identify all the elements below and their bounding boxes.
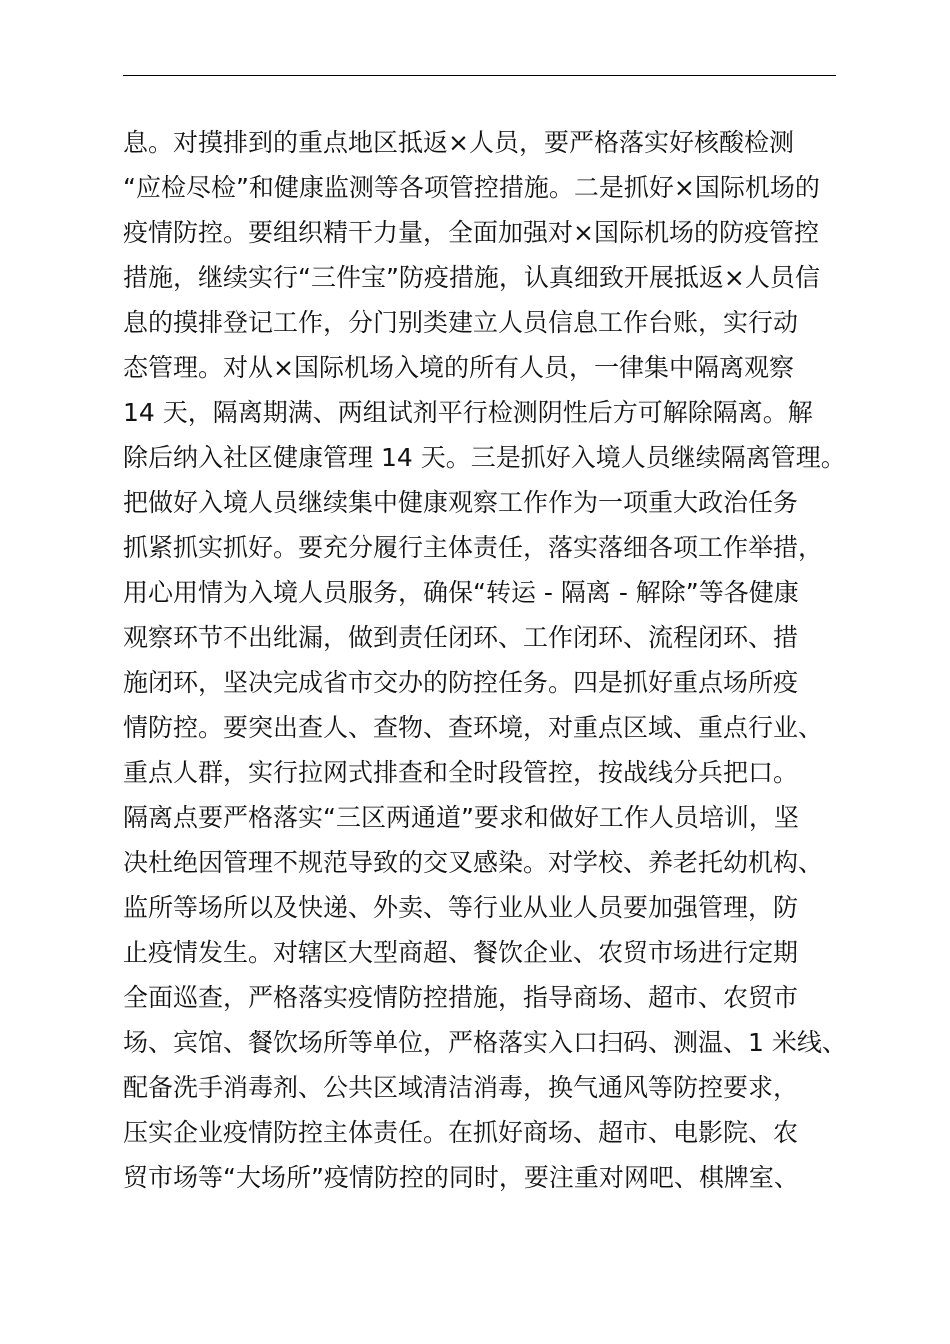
text-line: 抓紧抓实抓好。要充分履行主体责任，落实落细各项工作举措， xyxy=(123,533,824,562)
text-line: “应检尽检”和健康监测等各项管控措施。二是抓好×国际机场的 xyxy=(123,173,820,202)
body-text xyxy=(123,120,847,1200)
text-line: 压实企业疫情防控主体责任。在抓好商场、超市、电影院、农 xyxy=(123,1118,799,1147)
text-line: 全面巡查，严格落实疫情防控措施，指导商场、超市、农贸市 xyxy=(123,983,799,1012)
header-rule xyxy=(123,75,836,76)
text-line: 施闭环，坚决完成省市交办的防控任务。四是抓好重点场所疫 xyxy=(123,668,799,697)
text-line: 用心用情为入境人员服务，确保“转运 - 隔离 - 解除”等各健康 xyxy=(123,578,799,607)
text-line: 场、宾馆、餐饮场所等单位，严格落实入口扫码、测温、1 米线、 xyxy=(123,1028,847,1057)
text-line: 14 天，隔离期满、两组试剂平行检测阴性后方可解除隔离。解 xyxy=(123,398,813,427)
text-line: 重点人群，实行拉网式排查和全时段管控，按战线分兵把口。 xyxy=(123,758,799,787)
text-line: 配备洗手消毒剂、公共区域清洁消毒，换气通风等防控要求， xyxy=(123,1073,799,1102)
text-line: 止疫情发生。对辖区大型商超、餐饮企业、农贸市场进行定期 xyxy=(123,938,799,967)
text-line: 把做好入境人员继续集中健康观察工作作为一项重大政治任务 xyxy=(123,488,799,517)
text-line: 贸市场等“大场所”疫情防控的同时，要注重对网吧、棋牌室、 xyxy=(123,1163,799,1192)
text-line: 情防控。要突出查人、查物、查环境，对重点区域、重点行业、 xyxy=(123,713,824,742)
text-line: 疫情防控。要组织精干力量，全面加强对×国际机场的防疫管控 xyxy=(123,218,819,247)
text-line: 监所等场所以及快递、外卖、等行业从业人员要加强管理，防 xyxy=(123,893,799,922)
text-line: 隔离点要严格落实“三区两通道”要求和做好工作人员培训，坚 xyxy=(123,803,799,832)
text-line: 除后纳入社区健康管理 14 天。三是抓好入境人员继续隔离管理。 xyxy=(123,443,846,472)
text-line: 决杜绝因管理不规范导致的交叉感染。对学校、养老托幼机构、 xyxy=(123,848,824,877)
text-line: 观察环节不出纰漏，做到责任闭环、工作闭环、流程闭环、措 xyxy=(123,623,799,652)
text-line: 息的摸排登记工作，分门别类建立人员信息工作台账，实行动 xyxy=(123,308,799,337)
text-line: 态管理。对从×国际机场入境的所有人员，一律集中隔离观察 xyxy=(123,353,794,382)
text-line: 息。对摸排到的重点地区抵返×人员，要严格落实好核酸检测 xyxy=(123,128,794,157)
text-line: 措施，继续实行“三件宝”防疫措施，认真细致开展抵返×人员信 xyxy=(123,263,820,292)
